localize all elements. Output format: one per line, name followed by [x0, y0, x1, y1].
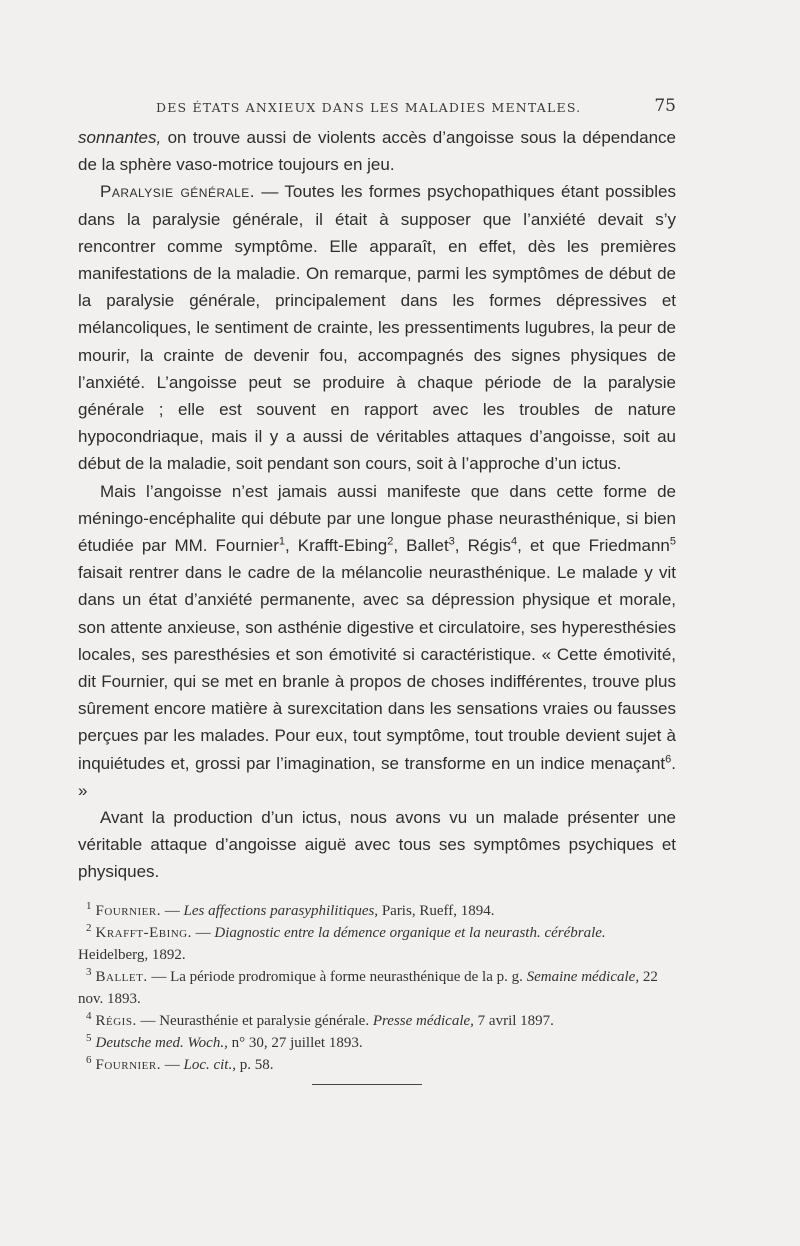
footnote-author: Krafft-Ebing. — [95, 924, 192, 941]
footnote-number: 5 — [86, 1031, 92, 1044]
paragraph-text: , Krafft-Ebing — [284, 536, 388, 556]
footnote-text: La période prodromique à forme neurasthénique de la p. g. — [170, 968, 523, 985]
paragraph-1 — [78, 124, 676, 178]
footnote-title: Semaine médicale, — [522, 968, 640, 985]
footnote-6 — [78, 1054, 676, 1076]
paragraph-text: — Toutes les formes psychopathiques étant possibles dans la paralysie générale, il était à supposer que l’anxiété devait s’y rencontrer comme symptôme. Elle apparaît, en effet, dès les premières manifestations de la maladie. On remarque, parmi les symptômes de début de la paralysie générale, principalement dans les formes dépressives et mélancoliques, le sentiment de crainte, les pressentiments lugubres, la peur de mourir, la crainte de devenir fou, accompagnés des signes physiques de l’anxiété. L’angoisse peut se produire à chaque période de la paralysie générale ; elle est souvent en rapport avec les troubles de nature hypocondriaque, mais il y a aussi de véritables attaques d’angoisse, soit au début de la maladie, soit pendant son cours, soit à l’approche d’un ictus. — [78, 182, 676, 474]
running-title: DES ÉTATS ANXIEUX DANS LES MALADIES MENTALES. — [156, 100, 582, 115]
body-text — [78, 124, 676, 886]
footnote-2 — [78, 922, 676, 966]
paragraph-text: . » — [78, 753, 676, 800]
paragraph-text: Mais l’angoisse n’est jamais aussi manifeste que dans cette forme de méningo-encéphalite qui débute par une longue phase neurasthénique, si bien étudiée par MM. Fournier — [78, 481, 676, 556]
footnote-ref: 5 — [669, 535, 676, 548]
footnote-separator: — — [147, 968, 171, 985]
footnote-ref: 4 — [511, 535, 518, 548]
paragraph-text: , Régis — [454, 536, 512, 556]
footnote-number: 4 — [86, 1009, 92, 1022]
footnote-separator: — — [160, 1056, 184, 1073]
paragraph-text: on trouve aussi de violents accès d’angoisse sous la dépendance de la sphère vaso-motrice toujours en jeu. — [78, 128, 676, 175]
footnote-ref: 1 — [278, 535, 285, 548]
footnote-number: 2 — [86, 921, 92, 934]
footnote-title: Presse médicale, — [369, 1012, 474, 1029]
paragraph-text: faisait rentrer dans le cadre de la mélancolie neurasthénique. Le malade y vit dans un état d’anxiété permanente, avec sa dépression physique et morale, son attente anxieuse, son asthénie digestive et circulatoire, ses hyperesthésies locales, ses paresthésies et son émotivité si caractéristique. « Cette émotivité, dit Fournier, qui se met en branle à propos de choses indifférentes, trouve plus sûrement encore matière à surexcitation dans les sensations vraies ou fausses perçues par les malades. Pour eux, tout symptôme, tout trouble devient sujet à inquiétudes et, grossi par l’imagination, se transforme en un indice menaçant — [78, 563, 676, 773]
footnote-rest: p. 58. — [235, 1056, 274, 1073]
footnote-author: Ballet. — [95, 968, 148, 985]
footnote-1 — [78, 900, 676, 922]
paragraph-text: , et que Friedmann — [517, 536, 670, 556]
italic-word: sonnantes, — [78, 128, 162, 147]
section-heading: Paralysie générale. — [100, 182, 256, 202]
paragraph-text: Avant la production d’un ictus, nous avons vu un malade présenter une véritable attaque d’angoisse aiguë avec tous ses symptômes psychiques et physiques. — [78, 808, 676, 882]
footnote-rest: 22 nov. 1893. — [78, 968, 658, 1007]
footnote-separator: — — [191, 924, 215, 941]
footnote-title: Deutsche med. Woch., — [95, 1034, 228, 1051]
footnote-title: Loc. cit., — [183, 1056, 236, 1073]
footnote-title: Diagnostic entre la démence organique et la neurasth. cérébrale. — [214, 924, 606, 941]
footnote-rest: Heidelberg, 1892. — [78, 946, 186, 963]
book-page — [78, 96, 676, 1085]
footnote-ref: 3 — [448, 535, 455, 548]
page-number: 75 — [654, 96, 676, 116]
paragraph-4 — [78, 804, 676, 886]
footnote-text: Neurasthénie et paralysie générale. — [159, 1012, 370, 1029]
footnote-author: Fournier. — [95, 1056, 161, 1073]
footnote-3 — [78, 966, 676, 1010]
footnote-title: Les affections parasyphilitiques, — [183, 902, 379, 919]
footnote-author: Régis. — [95, 1012, 137, 1029]
footnote-number: 1 — [86, 899, 92, 912]
footnote-rest: 7 avril 1897. — [473, 1012, 554, 1029]
footnote-rest: n° 30, 27 juillet 1893. — [227, 1034, 363, 1051]
footnote-separator: — — [136, 1012, 160, 1029]
footnote-number: 3 — [86, 965, 92, 978]
paragraph-3 — [78, 478, 676, 804]
footnote-4 — [78, 1010, 676, 1032]
page-header — [78, 96, 676, 120]
footnote-rest: Paris, Rueff, 1894. — [378, 902, 495, 919]
footnote-author: Fournier. — [95, 902, 161, 919]
paragraph-2 — [78, 178, 676, 477]
footnote-ref: 6 — [665, 753, 672, 766]
end-rule — [312, 1084, 422, 1085]
footnote-ref: 2 — [387, 535, 394, 548]
footnotes — [78, 900, 676, 1085]
footnote-5 — [78, 1032, 676, 1054]
footnote-number: 6 — [86, 1053, 92, 1066]
footnote-separator: — — [160, 902, 184, 919]
paragraph-text: , Ballet — [393, 536, 449, 556]
